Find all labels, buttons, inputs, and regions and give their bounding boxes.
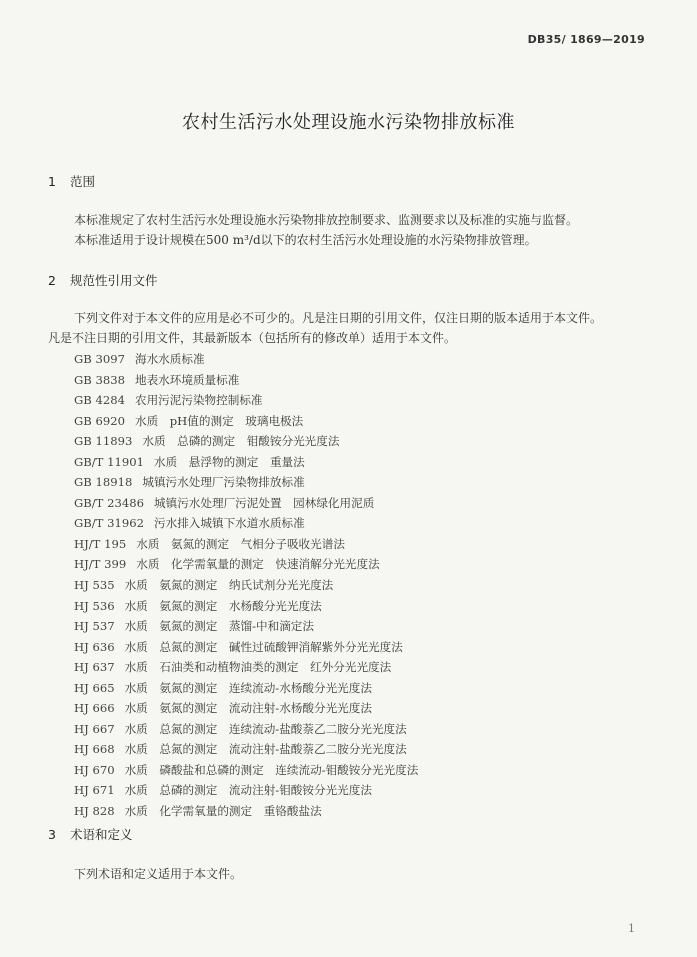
- section-1-paragraph: 本标准规定了农村生活污水处理设施水污染物排放控制要求、监测要求以及标准的实施与监督。: [74, 213, 579, 227]
- reference-item: [74, 575, 418, 596]
- section-title: 范围: [70, 174, 96, 189]
- reference-item: [74, 370, 418, 391]
- reference-title: 地表水环境质量标准: [134, 372, 240, 387]
- reference-code: HJ/T 195: [74, 536, 127, 551]
- reference-title: 水质 氨氮的测定 水杨酸分光光度法: [124, 598, 322, 613]
- reference-title: 城镇污水处理厂污泥处置 园林绿化用泥质: [154, 495, 375, 510]
- reference-title: 水质 化学需氧量的测定 快速消解分光光度法: [136, 557, 380, 572]
- reference-item: [74, 616, 418, 637]
- section-title: 规范性引用文件: [70, 273, 158, 288]
- reference-code: GB 18918: [74, 475, 133, 490]
- reference-item: [74, 390, 418, 411]
- reference-item: [74, 637, 418, 658]
- reference-title: 水质 悬浮物的测定 重量法: [154, 454, 305, 469]
- reference-item: [74, 554, 418, 575]
- reference-item: [74, 678, 418, 699]
- section-1-paragraph: 本标准适用于设计规模在500 m³/d以下的农村生活污水处理设施的水污染物排放管理。: [74, 233, 537, 247]
- reference-code: GB 3838: [74, 372, 125, 387]
- reference-item: [74, 493, 418, 514]
- reference-title: 水质 氨氮的测定 气相分子吸收光谱法: [136, 536, 345, 551]
- reference-item: [74, 349, 418, 370]
- reference-code: HJ 667: [74, 721, 115, 736]
- section-number: 1: [48, 174, 56, 189]
- section-number: 2: [48, 273, 56, 288]
- reference-title: 水质 化学需氧量的测定 重铬酸盐法: [124, 804, 322, 819]
- reference-item: [74, 472, 418, 493]
- section-3-heading: [48, 825, 133, 843]
- reference-code: HJ 536: [74, 598, 115, 613]
- reference-title: 水质 氨氮的测定 连续流动-水杨酸分光光度法: [124, 680, 372, 695]
- reference-code: HJ 671: [74, 783, 115, 798]
- document-number: DB35/ 1869—2019: [527, 33, 645, 46]
- reference-code: GB 11893: [74, 434, 133, 449]
- section-number: 3: [48, 827, 56, 842]
- reference-code: HJ 828: [74, 804, 115, 819]
- reference-title: 污水排入城镇下水道水质标准: [154, 516, 305, 531]
- normative-references-list: [74, 349, 418, 822]
- reference-code: HJ 668: [74, 742, 115, 757]
- section-1-heading: [48, 172, 95, 190]
- reference-title: 水质 总氮的测定 连续流动-盐酸萘乙二胺分光光度法: [124, 721, 407, 736]
- reference-item: [74, 801, 418, 822]
- reference-code: HJ/T 399: [74, 557, 127, 572]
- reference-title: 水质 总磷的测定 钼酸铵分光光度法: [142, 434, 340, 449]
- reference-item: [74, 780, 418, 801]
- section-3-paragraph: 下列术语和定义适用于本文件。: [74, 867, 243, 881]
- reference-item: [74, 657, 418, 678]
- reference-item: [74, 452, 418, 473]
- reference-code: GB/T 11901: [74, 454, 144, 469]
- reference-item: [74, 534, 418, 555]
- reference-title: 水质 总磷的测定 流动注射-钼酸铵分光光度法: [124, 783, 372, 798]
- reference-code: GB 6920: [74, 413, 125, 428]
- reference-code: HJ 537: [74, 619, 115, 634]
- reference-code: HJ 636: [74, 639, 115, 654]
- reference-title: 水质 磷酸盐和总磷的测定 连续流动-钼酸铵分光光度法: [124, 762, 419, 777]
- reference-code: GB 4284: [74, 393, 125, 408]
- section-2-paragraph: 凡是不注日期的引用文件，其最新版本（包括所有的修改单）适用于本文件。: [48, 331, 457, 345]
- reference-title: 水质 氨氮的测定 蒸馏-中和滴定法: [124, 619, 314, 634]
- reference-code: GB/T 31962: [74, 516, 144, 531]
- section-title: 术语和定义: [70, 827, 133, 842]
- reference-title: 水质 总氮的测定 流动注射-盐酸萘乙二胺分光光度法: [124, 742, 407, 757]
- reference-code: HJ 670: [74, 762, 115, 777]
- reference-item: [74, 739, 418, 760]
- reference-title: 水质 氨氮的测定 纳氏试剂分光光度法: [124, 578, 334, 593]
- reference-item: [74, 513, 418, 534]
- reference-code: HJ 666: [74, 701, 115, 716]
- reference-code: HJ 665: [74, 680, 115, 695]
- reference-item: [74, 719, 418, 740]
- reference-code: GB/T 23486: [74, 495, 144, 510]
- page-number: 1: [628, 922, 635, 935]
- reference-item: [74, 411, 418, 432]
- reference-title: 城镇污水处理厂污染物排放标准: [142, 475, 305, 490]
- document-title: 农村生活污水处理设施水污染物排放标准: [182, 112, 515, 133]
- reference-title: 水质 总氮的测定 碱性过硫酸钾消解紫外分光光度法: [124, 639, 403, 654]
- reference-item: [74, 431, 418, 452]
- reference-title: 农用污泥污染物控制标准: [134, 393, 263, 408]
- reference-title: 水质 pH值的测定 玻璃电极法: [134, 413, 304, 428]
- section-2-paragraph: 下列文件对于本文件的应用是必不可少的。凡是注日期的引用文件，仅注日期的版本适用于本文件。: [74, 311, 603, 325]
- reference-item: [74, 760, 418, 781]
- reference-item: [74, 698, 418, 719]
- reference-title: 水质 氨氮的测定 流动注射-水杨酸分光光度法: [124, 701, 372, 716]
- reference-code: HJ 535: [74, 578, 115, 593]
- reference-title: 水质 石油类和动植物油类的测定 红外分光光度法: [124, 660, 392, 675]
- section-2-heading: [48, 271, 158, 289]
- reference-code: HJ 637: [74, 660, 115, 675]
- reference-item: [74, 596, 418, 617]
- reference-title: 海水水质标准: [134, 352, 205, 366]
- reference-code: GB 3097: [74, 352, 125, 366]
